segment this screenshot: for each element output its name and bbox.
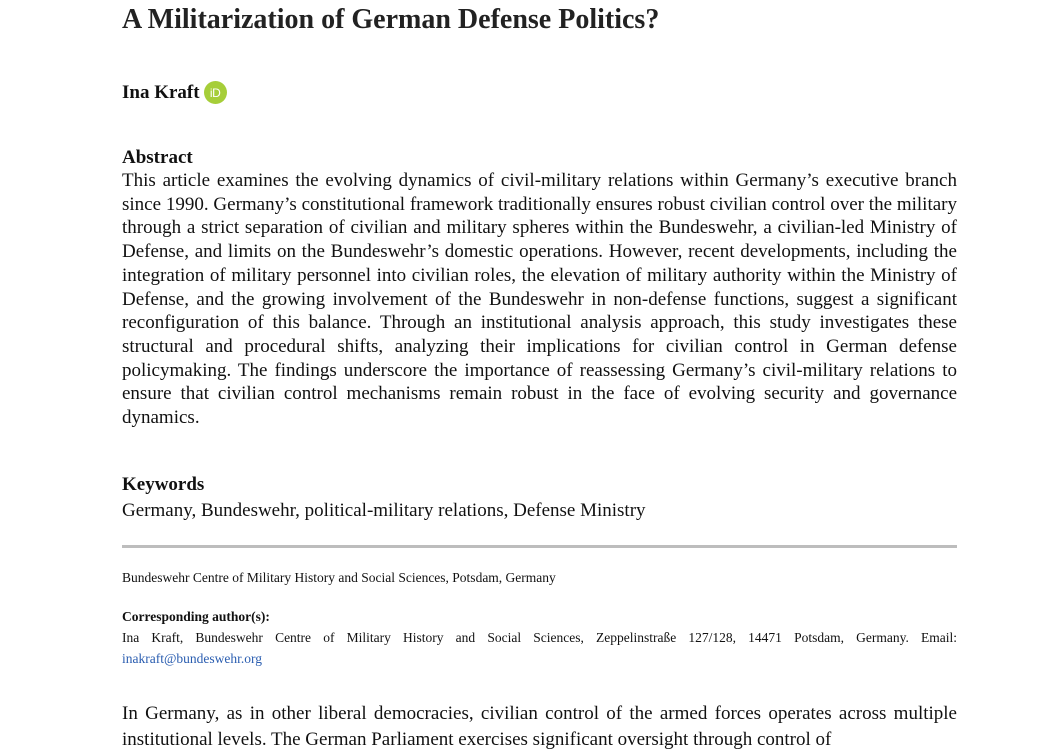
abstract-heading: Abstract bbox=[122, 147, 193, 168]
affiliation: Bundeswehr Centre of Military History and Social Sciences, Potsdam, Germany bbox=[122, 570, 556, 585]
corresponding-author-block bbox=[122, 606, 957, 669]
orcid-icon[interactable]: iD bbox=[204, 81, 227, 104]
corresponding-author-label: Corresponding author(s): bbox=[122, 609, 270, 624]
keywords-heading: Keywords bbox=[122, 474, 205, 495]
abstract-section bbox=[122, 147, 957, 430]
section-divider bbox=[122, 545, 957, 548]
author-name: Ina Kraft bbox=[122, 81, 200, 103]
keywords-section bbox=[122, 474, 957, 522]
keywords-text: Germany, Bundeswehr, political-military relations, Defense Ministry bbox=[122, 500, 646, 521]
body-intro-paragraph: In Germany, as in other liberal democracies, civilian control of the armed forces operates across multiple institutional levels. The German Parliament exercises significant oversight through control of bbox=[122, 703, 957, 750]
abstract-text: This article examines the evolving dynamics of civil-military relations within Germany’s executive branch since 1990. Germany’s constitutional framework traditionally ensures robust civilian control over the military through a strict separation of civilian and military spheres within the Bundeswehr, a civilian-led Ministry of Defense, and limits on the Bundeswehr’s domestic operations. However, recent developments, including the integration of military personnel into civilian roles, the elevation of military authority within the Ministry of Defense, and the growing involvement of the Bundeswehr in non-defense functions, suggest a significant reconfiguration of this balance. Through an institutional analysis approach, this study investigates these structural and procedural shifts, analyzing their implications for civilian control in German defense policymaking. The findings underscore the importance of reassessing Germany’s civil-military relations to ensure that civilian control mechanisms remain robust in the face of evolving security and governance dynamics. bbox=[122, 170, 957, 429]
corresponding-author-text: Ina Kraft, Bundeswehr Centre of Military History and Social Sciences, Zeppelinstraße 127/128, 14471 Potsdam, Germany. Email: bbox=[122, 630, 957, 645]
article-title: A Militarization of German Defense Politics? bbox=[122, 4, 660, 35]
author-line bbox=[122, 81, 227, 104]
email-link[interactable]: inakraft@bundeswehr.org bbox=[122, 651, 263, 666]
